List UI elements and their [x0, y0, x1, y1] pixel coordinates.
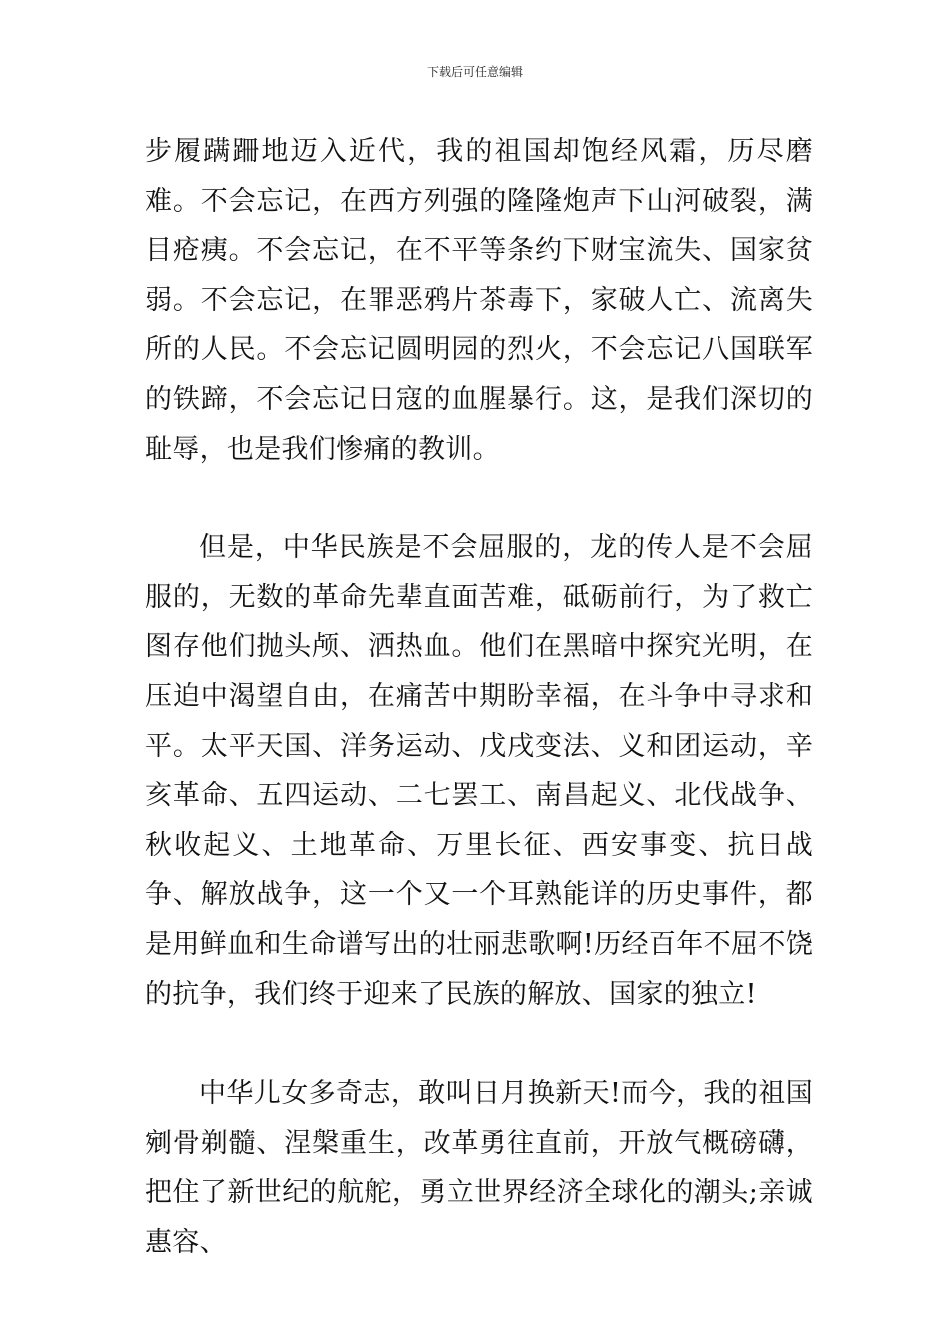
paragraph-3: 中华儿女多奇志，敢叫日月换新天!而今，我的祖国剜骨剃髓、涅槃重生，改革勇往直前，开放气概磅礴，把住了新世纪的航舵，勇立世界经济全球化的潮头;亲诚惠容、 [145, 1078, 813, 1258]
document-body [145, 127, 813, 1267]
paragraph-spacer [145, 474, 813, 523]
page-header: 下载后可任意编辑 [426, 65, 523, 79]
paragraph-1: 步履蹒跚地迈入近代，我的祖国却饱经风霜，历尽磨难。不会忘记，在西方列强的隆隆炮声下山河破裂，满目疮痍。不会忘记，在不平等条约下财宝流失、国家贫弱。不会忘记，在罪恶鸦片茶毒下，家破人亡、流离失所的人民。不会忘记圆明园的烈火，不会忘记八国联军的铁蹄，不会忘记日寇的血腥暴行。这，是我们深切的耻辱，也是我们惨痛的教训。 [145, 136, 813, 465]
paragraph-2: 但是，中华民族是不会屈服的，龙的传人是不会屈服的，无数的革命先辈直面苦难，砥砺前行，为了救亡图存他们抛头颅、洒热血。他们在黑暗中探究光明，在压迫中渴望自由，在痛苦中期盼幸福，在斗争中寻求和平。太平天国、洋务运动、戊戌变法、义和团运动，辛亥革命、五四运动、二七罢工、南昌起义、北伐战争、秋收起义、土地革命、万里长征、西安事变、抗日战争、解放战争，这一个又一个耳熟能详的历史事件，都是用鲜血和生命谱写出的壮丽悲歌啊!历经百年不屈不饶的抗争，我们终于迎来了民族的解放、国家的独立! [145, 532, 813, 1010]
paragraph-spacer [145, 1019, 813, 1069]
